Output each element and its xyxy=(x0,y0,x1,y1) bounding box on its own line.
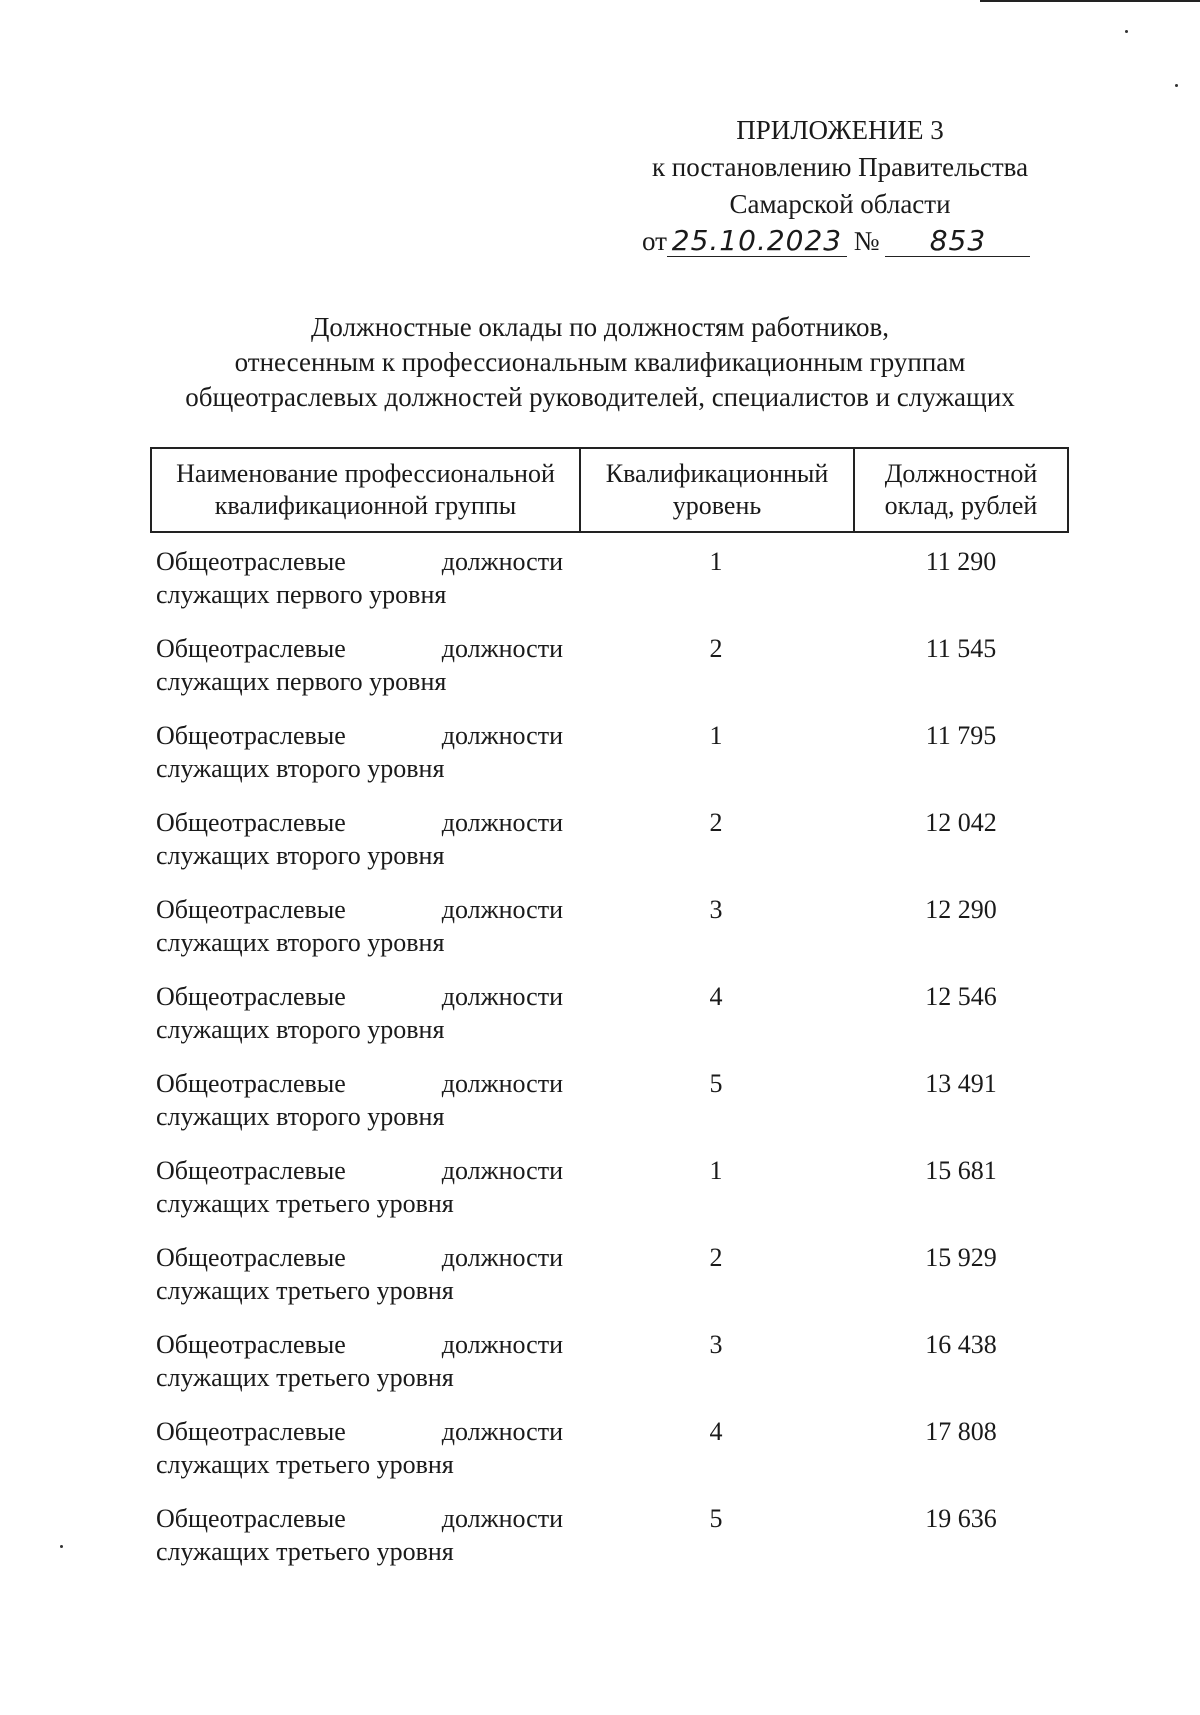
annex-title: ПРИЛОЖЕНИЕ 3 xyxy=(736,115,944,145)
number-label: № xyxy=(853,226,880,256)
group-name-cell: Общеотраслевые должности служащих третьего уровня xyxy=(156,1243,563,1305)
salary-cell: 12 290 xyxy=(925,895,997,924)
salary-cell: 11 545 xyxy=(925,634,997,663)
group-name-cell: Общеотраслевые должности служащих третьего уровня xyxy=(156,1330,563,1392)
scan-speck xyxy=(60,1545,63,1548)
annex-reference: к постановлению Правительства xyxy=(651,152,1029,182)
group-name-cell: Общеотраслевые должности служащих второго уровня xyxy=(156,982,563,1044)
table-row xyxy=(150,1142,1069,1229)
table-body xyxy=(150,533,1069,1577)
header-group-name: Наименование профессиональной квалификационной группы xyxy=(152,449,581,531)
salary-cell: 12 042 xyxy=(925,808,997,837)
salary-cell: 15 929 xyxy=(925,1243,997,1272)
document-title xyxy=(100,310,1100,415)
table-row xyxy=(150,620,1069,707)
qualification-level-cell: 1 xyxy=(709,721,723,750)
table-row xyxy=(150,1403,1069,1490)
document-title-line: отнесенным к профессиональным квалификационным группам xyxy=(234,347,966,377)
qualification-level-cell: 1 xyxy=(709,547,723,576)
qualification-level-cell: 2 xyxy=(709,808,723,837)
group-name-cell: Общеотраслевые должности служащих второго уровня xyxy=(156,808,563,870)
salary-cell: 15 681 xyxy=(925,1156,997,1185)
document-title-line: общеотраслевых должностей руководителей, специалистов и служащих xyxy=(185,382,1015,412)
table-header xyxy=(150,447,1069,533)
scan-speck xyxy=(1125,30,1128,33)
group-name-cell: Общеотраслевые должности служащих третьего уровня xyxy=(156,1417,563,1479)
qualification-level-cell: 5 xyxy=(709,1504,723,1533)
qualification-level-cell: 2 xyxy=(709,634,723,663)
table-row xyxy=(150,1316,1069,1403)
group-name-cell: Общеотраслевые должности служащих первого уровня xyxy=(156,634,563,696)
scan-speck xyxy=(1175,84,1178,87)
table-row xyxy=(150,707,1069,794)
salary-cell: 17 808 xyxy=(925,1417,997,1446)
group-name-cell: Общеотраслевые должности служащих первого уровня xyxy=(156,547,563,609)
salary-table xyxy=(150,447,1069,1577)
qualification-level-cell: 3 xyxy=(709,895,723,924)
table-row xyxy=(150,1055,1069,1142)
salary-cell: 19 636 xyxy=(925,1504,997,1533)
salary-cell: 13 491 xyxy=(925,1069,997,1098)
annex-region: Самарской области xyxy=(729,189,951,219)
salary-cell: 11 795 xyxy=(925,721,997,750)
group-name-cell: Общеотраслевые должности служащих третьего уровня xyxy=(156,1156,563,1218)
salary-cell: 16 438 xyxy=(925,1330,997,1359)
qualification-level-cell: 3 xyxy=(709,1330,723,1359)
qualification-level-cell: 4 xyxy=(709,1417,723,1446)
handwritten-date: 25.10.2023 xyxy=(667,226,847,257)
date-label: от xyxy=(642,226,667,256)
document-title-line: Должностные оклады по должностям работников, xyxy=(311,312,889,342)
qualification-level-cell: 1 xyxy=(709,1156,723,1185)
header-salary: Должностной оклад, рублей xyxy=(884,459,1038,520)
table-row xyxy=(150,1490,1069,1577)
qualification-level-cell: 5 xyxy=(709,1069,723,1098)
annex-date-number-line xyxy=(620,223,1060,263)
table-row xyxy=(150,1229,1069,1316)
qualification-level-cell: 2 xyxy=(709,1243,723,1272)
table-row xyxy=(150,881,1069,968)
table-row xyxy=(150,533,1069,620)
table-row xyxy=(150,968,1069,1055)
scan-edge-line xyxy=(980,0,1200,2)
handwritten-number: 853 xyxy=(885,226,1030,257)
salary-cell: 11 290 xyxy=(925,547,997,576)
group-name-cell: Общеотраслевые должности служащих второго уровня xyxy=(156,721,563,783)
header-qualification-level: Квалификационный уровень xyxy=(581,449,855,531)
group-name-cell: Общеотраслевые должности служащих второго уровня xyxy=(156,1069,563,1131)
annex-header xyxy=(620,112,1060,263)
qualification-level-cell: 4 xyxy=(709,982,723,1011)
group-name-cell: Общеотраслевые должности служащих третьего уровня xyxy=(156,1504,563,1566)
table-row xyxy=(150,794,1069,881)
salary-cell: 12 546 xyxy=(925,982,997,1011)
group-name-cell: Общеотраслевые должности служащих второго уровня xyxy=(156,895,563,957)
